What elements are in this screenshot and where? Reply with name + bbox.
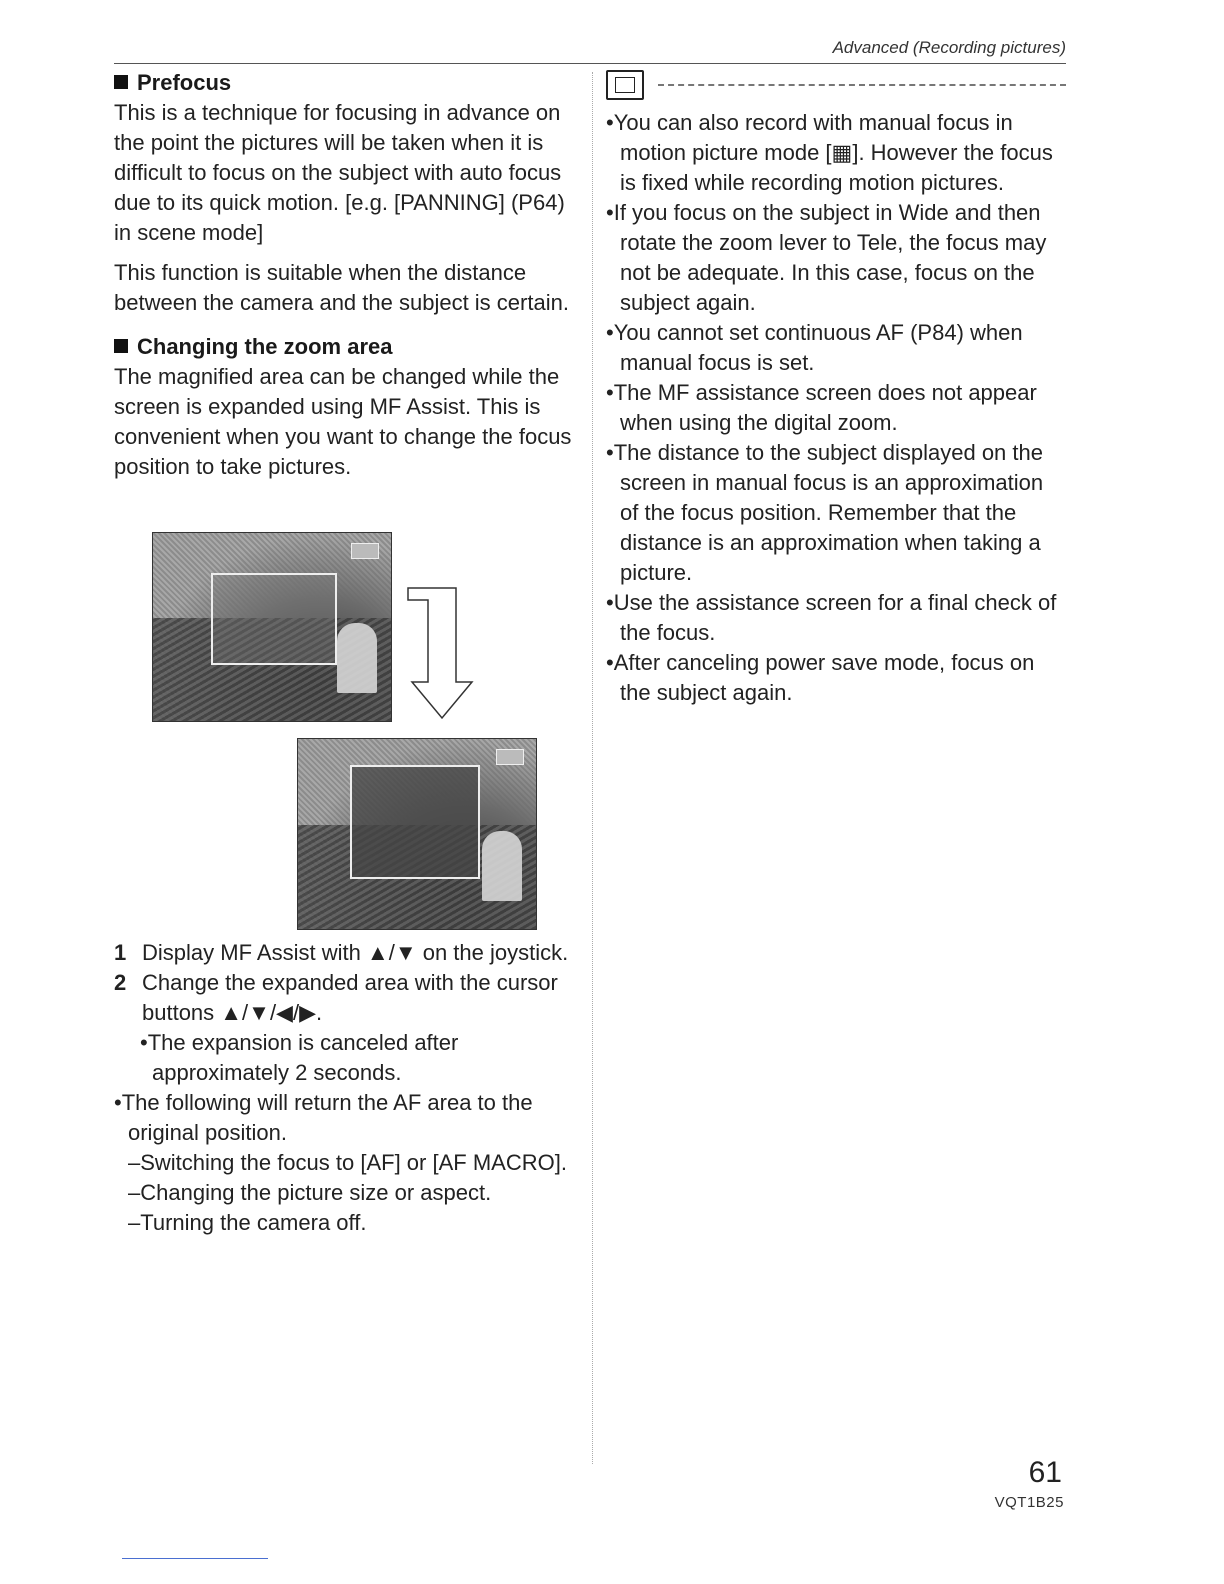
- zoom-area-paragraph: The magnified area can be changed while the screen is expanded using MF Assist. This is convenient when you want to change the focus position to take pictures.: [114, 364, 572, 479]
- note-item: •Use the assistance screen for a final check of the focus.: [606, 590, 1057, 645]
- step-item: [114, 968, 584, 1028]
- note-item: •After canceling power save mode, focus on the subject again.: [606, 650, 1035, 705]
- lcd-screen-normal: [152, 532, 392, 722]
- return-note: •The following will return the AF area to the original position.: [114, 1090, 533, 1145]
- dash-item: –Switching the focus to [AF] or [AF MACRO].: [128, 1150, 567, 1175]
- square-bullet-icon: [114, 75, 128, 89]
- mf-assist-frame-expanded: [350, 765, 480, 879]
- mf-assist-figure: [152, 532, 538, 930]
- running-header: Advanced (Recording pictures): [832, 38, 1066, 57]
- steps-list: [114, 938, 584, 1238]
- left-column: [114, 68, 574, 482]
- dashed-rule: [658, 84, 1066, 86]
- step-number: 2: [114, 970, 127, 995]
- document-code: VQT1B25: [994, 1494, 1064, 1511]
- building-image: [337, 623, 377, 693]
- square-bullet-icon: [114, 339, 128, 353]
- page-number: 61: [1028, 1456, 1062, 1489]
- down-arrow-icon: [406, 586, 478, 722]
- step-number: 1: [114, 940, 127, 965]
- step-sub-note: •The expansion is canceled after approximately 2 seconds.: [140, 1030, 459, 1085]
- note-icon: [606, 70, 644, 100]
- notes-list: [606, 108, 1066, 708]
- step-text: Display MF Assist with ▲/▼ on the joystick.: [142, 940, 569, 965]
- note-header: [606, 68, 1066, 102]
- prefocus-paragraph-2: This function is suitable when the distance between the camera and the subject is certain.: [114, 260, 569, 315]
- lcd-screen-expanded: [297, 738, 537, 930]
- column-divider: [592, 72, 593, 1464]
- prefocus-paragraph: This is a technique for focusing in advance on the point the pictures will be taken when it is difficult to focus on the subject with auto focus due to its quick motion. [e.g. [PANNING] (P64) in scene mode]: [114, 100, 565, 245]
- prefocus-heading: Prefocus: [114, 68, 574, 98]
- note-item: •If you focus on the subject in Wide and then rotate the zoom lever to Tele, the focus may not be adequate. In this case, focus on the subject again.: [606, 200, 1047, 315]
- mf-assist-frame: [211, 573, 337, 665]
- note-item: •The MF assistance screen does not appear when using the digital zoom.: [606, 380, 1037, 435]
- step-item: [114, 938, 584, 968]
- bottom-rule: [122, 1558, 268, 1559]
- note-item: •The distance to the subject displayed on the screen in manual focus is an approximation of the focus position. Remember that the distance is an approximation when taking a picture.: [606, 440, 1044, 585]
- step-text: Change the expanded area with the cursor buttons ▲/▼/◀/▶.: [142, 970, 558, 1025]
- zoom-area-heading: Changing the zoom area: [114, 332, 574, 362]
- dash-item: –Turning the camera off.: [128, 1210, 367, 1235]
- right-column: [606, 68, 1066, 708]
- battery-icon: [351, 543, 379, 559]
- dash-item: –Changing the picture size or aspect.: [128, 1180, 492, 1205]
- note-item: •You cannot set continuous AF (P84) when manual focus is set.: [606, 320, 1023, 375]
- header-rule: [114, 63, 1066, 64]
- building-image: [482, 831, 522, 901]
- battery-icon: [496, 749, 524, 765]
- note-item: •You can also record with manual focus in motion picture mode [▦]. However the focus is fixed while recording motion pictures.: [606, 110, 1053, 195]
